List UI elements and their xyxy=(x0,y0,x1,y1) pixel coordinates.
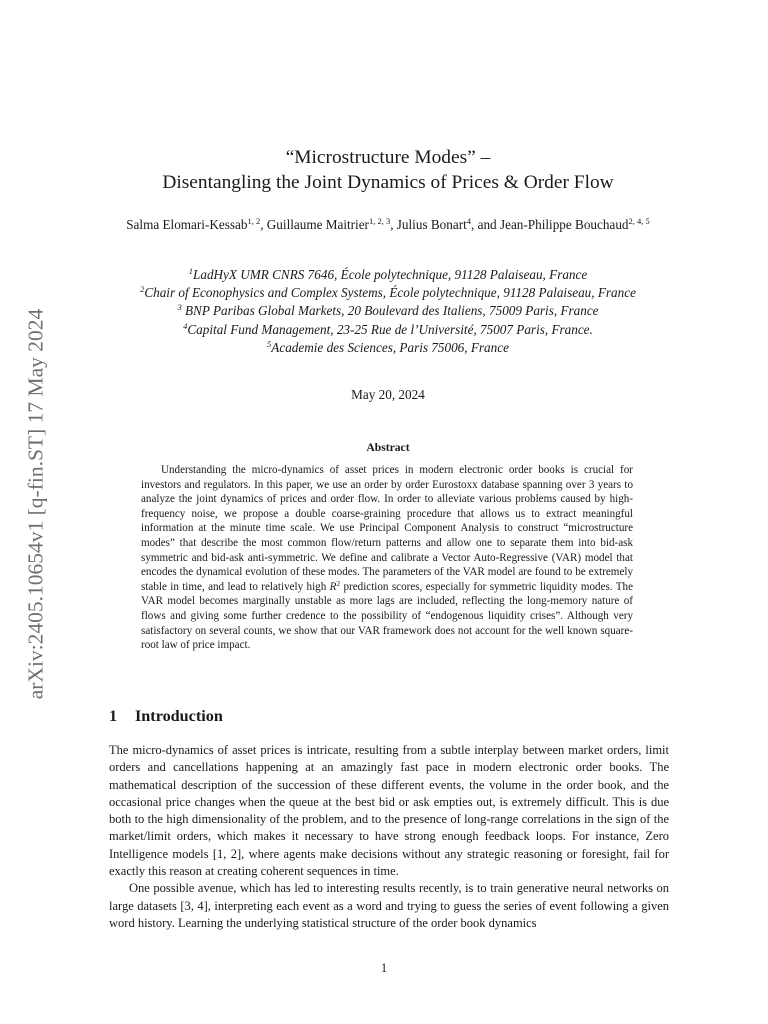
title-line-1: “Microstructure Modes” – xyxy=(285,147,491,168)
author-name: Salma Elomari-Kessab xyxy=(126,217,248,232)
affiliation-line xyxy=(80,339,696,357)
author-separator: , xyxy=(260,217,267,232)
author-separator: , xyxy=(390,217,397,232)
affiliation-text: Chair of Econophysics and Complex Systems, École polytechnique, 91128 Palaiseau, France xyxy=(144,285,636,301)
author-affiliation-marks: 4 xyxy=(466,216,472,226)
affiliation-mark: 4 xyxy=(183,320,188,331)
affiliation-line xyxy=(80,302,696,320)
abstract-heading: Abstract xyxy=(366,441,410,454)
author-list xyxy=(100,216,676,234)
affiliation-mark: 5 xyxy=(267,338,272,349)
affiliation-line xyxy=(80,266,696,284)
math-r-squared-symbol: R xyxy=(329,580,337,593)
arxiv-identifier-stamp: arXiv:2405.10654v1 [q-fin.ST] 17 May 2024 xyxy=(23,308,48,700)
affiliation-text: Capital Fund Management, 23-25 Rue de l’Université, 75007 Paris, France. xyxy=(187,321,593,337)
section-heading-introduction xyxy=(109,707,669,726)
title-line-2: Disentangling the Joint Dynamics of Prices & Order Flow xyxy=(162,172,614,193)
section-number: 1 xyxy=(109,707,118,725)
affiliation-list xyxy=(80,266,696,357)
author-affiliation-marks: 1, 2 xyxy=(247,216,261,226)
author-separator: , and xyxy=(471,217,500,232)
paper-title xyxy=(100,145,676,195)
affiliation-line xyxy=(80,321,696,339)
paper-date: May 20, 2024 xyxy=(351,387,425,402)
author-affiliation-marks: 1, 2, 3 xyxy=(368,216,391,226)
affiliation-mark: 3 xyxy=(177,302,182,313)
abstract-text-part-1: Understanding the micro-dynamics of asset prices in modern electronic order books is crucial for investors and regulators. In this paper, we use an order by order Eurostoxx database spanning over 3 years to analyze the joint dynamics of prices and order flow. In order to alleviate various problems caused by high-frequency noise, we propose a double coarse-graining procedure that allows us to extract meaningful information at the minute time scale. We use Principal Component Analysis to construct “microstructure modes” that describe the most common flow/return patterns and allow one to separate them into bid-ask symmetric and bid-ask anti-symmetric. We define and calibrate a Vector Auto-Regressive (VAR) model that encodes the dynamical evolution of these modes. The parameters of the VAR model are found to be extremely stable in time, and lead to relatively high xyxy=(141,464,633,593)
affiliation-mark: 2 xyxy=(140,284,145,295)
author-name: Julius Bonart xyxy=(396,217,467,232)
introduction-body xyxy=(109,742,669,932)
author-name: Jean-Philippe Bouchaud xyxy=(499,217,629,232)
author-name: Guillaume Maitrier xyxy=(266,217,369,232)
page-number: 1 xyxy=(380,961,388,975)
affiliation-text: Academie des Sciences, Paris 75006, France xyxy=(271,339,509,355)
abstract-text-part-2: prediction scores, especially for symmetric liquidity modes. The VAR model becomes marginally unstable as more lags are included, reflecting the long-memory nature of flows and giving some further credence to the possibility of “endogenous liquidity crises”. Although very satisfactory on several counts, we show that our VAR framework does not account for the well known square-root law of price impact. xyxy=(141,580,633,652)
section-title: Introduction xyxy=(135,707,223,725)
affiliation-text: BNP Paribas Global Markets, 20 Boulevard des Italiens, 75009 Paris, France xyxy=(181,303,599,319)
math-r-squared-exponent: 2 xyxy=(336,578,341,588)
affiliation-mark: 1 xyxy=(188,266,194,276)
affiliation-text: LadHyX UMR CNRS 7646, École polytechnique, 91128 Palaiseau, France xyxy=(193,267,588,282)
intro-paragraph: One possible avenue, which has led to interesting results recently, is to train generative neural networks on large datasets [3, 4], interpreting each event as a word and trying to guess the series of event following a given word history. Learning the underlying statistical structure of the order book dynamics xyxy=(109,881,669,930)
abstract-text xyxy=(141,463,633,653)
affiliation-line xyxy=(80,284,696,302)
author-affiliation-marks: 2, 4, 5 xyxy=(628,216,650,226)
intro-paragraph: The micro-dynamics of asset prices is intricate, resulting from a subtle interplay between market orders, limit orders and cancellations happening at an amazingly fast pace in modern electronic order books. The mathematical description of the succession of these different events, the volume in the order book, and the occasional price changes when the queue at the best bid or ask empties out, is extremely difficult. This is due both to the high dimensionality of the problem, and to the presence of long-range correlations in the sign of the market/limit orders, which makes it necessary to have strong enough feedback loops. For instance, Zero Intelligence models [1, 2], where agents make decisions without any strategic reasoning or foresight, fail for exactly this reason at creating coherent sequences in time. xyxy=(109,743,669,879)
